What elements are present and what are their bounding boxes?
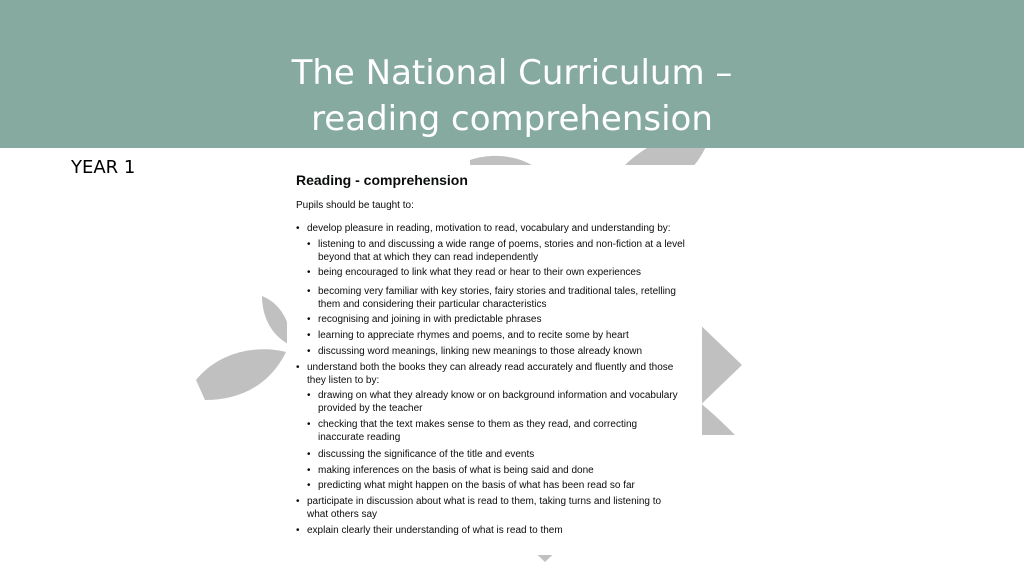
list-item-text-continued: they listen to by:: [307, 375, 380, 386]
document-intro: Pupils should be taught to:: [296, 200, 414, 211]
bullet-point: •: [307, 465, 311, 476]
list-item-text-continued: provided by the teacher: [318, 403, 423, 414]
list-item-text-continued: them and considering their particular characteristics: [318, 299, 547, 310]
bullet-point: •: [307, 346, 311, 357]
list-item-text: becoming very familiar with key stories, fairy stories and traditional tales, retelling: [318, 286, 676, 297]
list-item-text: drawing on what they already know or on background information and vocabulary: [318, 390, 678, 401]
bullet-point: •: [296, 496, 300, 507]
bullet-point: •: [307, 314, 311, 325]
list-item: [307, 266, 692, 279]
list-item: [307, 389, 692, 415]
list-item: [307, 329, 692, 342]
list-item: [307, 285, 692, 311]
list-item-text-continued: inaccurate reading: [318, 432, 401, 443]
list-item-text: discussing the significance of the title and events: [318, 449, 535, 460]
list-item: [307, 479, 692, 492]
list-item: [296, 524, 692, 537]
title-line-2: reading comprehension: [311, 99, 713, 139]
bullet-point: •: [307, 267, 311, 278]
bullet-point: •: [307, 286, 311, 297]
list-item-text: checking that the text makes sense to them as they read, and correcting: [318, 419, 638, 430]
list-item-text-continued: beyond that at which they can read independently: [318, 252, 539, 263]
list-item-text: participate in discussion about what is read to them, taking turns and listening to: [307, 496, 662, 507]
list-item-text: recognising and joining in with predictable phrases: [318, 314, 542, 325]
bullet-point: •: [296, 223, 300, 234]
bullet-point: •: [296, 525, 300, 536]
list-item: [296, 361, 692, 387]
list-item-text: discussing word meanings, linking new meanings to those already known: [318, 346, 643, 357]
list-item-text: making inferences on the basis of what is being said and done: [318, 465, 594, 476]
bullet-point: •: [307, 390, 311, 401]
list-item: [296, 495, 692, 521]
year-label: YEAR 1: [71, 157, 136, 178]
list-item: [296, 222, 692, 235]
list-item-text: listening to and discussing a wide range of poems, stories and non-fiction at a level: [318, 239, 685, 250]
bullet-point: •: [307, 330, 311, 341]
list-item: [307, 448, 692, 461]
bullet-point: •: [307, 419, 311, 430]
list-item-text: explain clearly their understanding of what is read to them: [307, 525, 563, 536]
list-item-text-continued: what others say: [307, 509, 378, 520]
list-item-text: predicting what might happen on the basis of what has been read so far: [318, 480, 635, 491]
list-item-text: being encouraged to link what they read or hear to their own experiences: [318, 267, 641, 278]
curriculum-document: [287, 165, 702, 555]
leaf-shape: [196, 349, 286, 400]
bullet-point: •: [307, 239, 311, 250]
list-item: [307, 238, 692, 264]
slide-title: [262, 50, 762, 142]
list-item: [307, 345, 692, 358]
list-item: [307, 418, 692, 444]
list-item: [307, 464, 692, 477]
list-item: [307, 313, 692, 326]
list-item-text: develop pleasure in reading, motivation to read, vocabulary and understanding by:: [307, 223, 671, 234]
document-heading: Reading - comprehension: [296, 172, 468, 188]
bullet-point: •: [296, 362, 300, 373]
bullet-point: •: [307, 449, 311, 460]
list-item-text: understand both the books they can already read accurately and fluently and those: [307, 362, 674, 373]
list-item-text: learning to appreciate rhymes and poems, and to recite some by heart: [318, 330, 629, 341]
title-line-1: The National Curriculum –: [291, 53, 733, 93]
bullet-point: •: [307, 480, 311, 491]
